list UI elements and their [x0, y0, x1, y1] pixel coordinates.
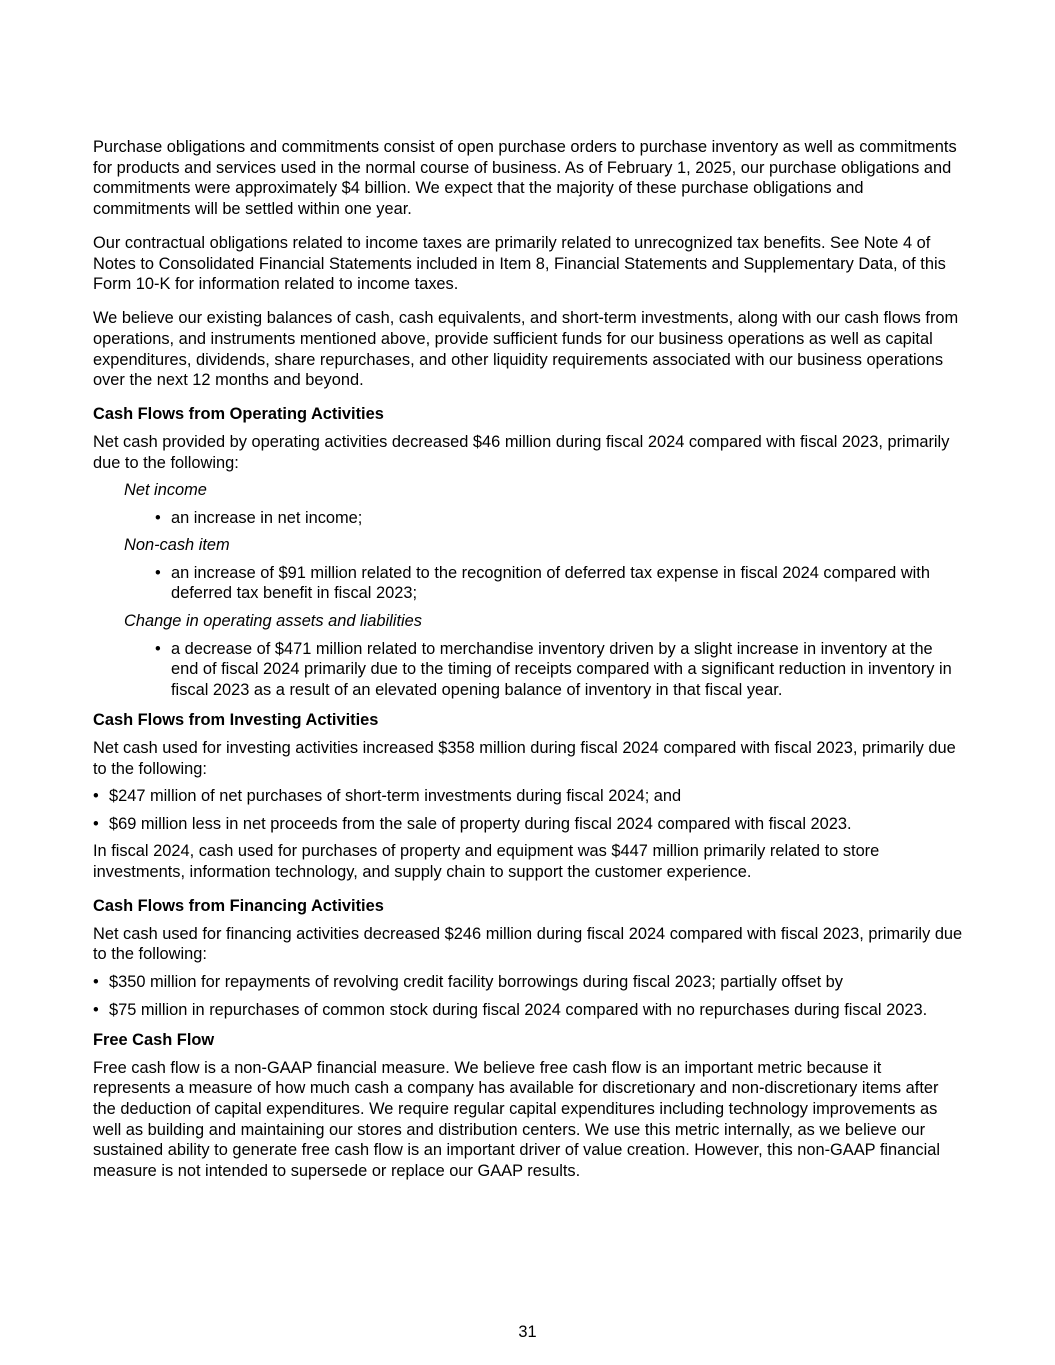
financing-activities-intro: Net cash used for financing activities decreased $246 million during fiscal 2024 compared with fiscal 2023, primarily due to the following:	[93, 924, 963, 964]
list-item: • $350 million for repayments of revolving credit facility borrowings during fiscal 2023; partially offset by	[93, 972, 963, 993]
list-item: • $75 million in repurchases of common stock during fiscal 2024 compared with no repurchases during fiscal 2023.	[93, 1000, 963, 1021]
list-item: • $69 million less in net proceeds from the sale of property during fiscal 2024 compared with fiscal 2023.	[93, 814, 963, 835]
change-in-operating-assets-list	[93, 639, 963, 701]
list-item: • a decrease of $471 million related to merchandise inventory driven by a slight increase in inventory at the end of fiscal 2024 primarily due to the timing of receipts compared with a significant reduction in inventory in fiscal 2023 as a result of an elevated opening balance of inventory in that fiscal year.	[155, 639, 963, 701]
list-item: • $247 million of net purchases of short-term investments during fiscal 2024; and	[93, 786, 963, 807]
net-income-list	[93, 508, 963, 529]
financing-activities-heading: Cash Flows from Financing Activities	[93, 897, 384, 916]
operating-activities-heading: Cash Flows from Operating Activities	[93, 405, 384, 424]
page-content	[93, 137, 963, 1195]
free-cash-flow-heading: Free Cash Flow	[93, 1031, 215, 1050]
operating-activities-intro: Net cash provided by operating activities decreased $46 million during fiscal 2024 compared with fiscal 2023, primarily due to the following:	[93, 432, 950, 472]
financing-activities-list	[93, 972, 963, 1020]
change-in-operating-assets-label: Change in operating assets and liabilities	[124, 612, 422, 631]
non-cash-item-label: Non-cash item	[124, 536, 230, 555]
non-cash-item-list	[93, 563, 963, 604]
liquidity-paragraph: We believe our existing balances of cash, cash equivalents, and short-term investments, along with our cash flows from operations, and instruments mentioned above, provide sufficient funds for our business operations as well as capital expenditures, dividends, share repurchases, and other liquidity requirements associated with our business operations over the next 12 months and beyond.	[93, 309, 959, 390]
list-item: • an increase in net income;	[155, 508, 963, 529]
income-taxes-paragraph: Our contractual obligations related to income taxes are primarily related to unrecognized tax benefits. See Note 4 of Notes to Consolidated Financial Statements included in Item 8, Financial Statements and Supplementary Data, of this Form 10-K for information related to income taxes.	[93, 233, 946, 294]
investing-activities-heading: Cash Flows from Investing Activities	[93, 711, 379, 730]
capex-paragraph: In fiscal 2024, cash used for purchases of property and equipment was $447 million primarily related to store investments, information technology, and supply chain to support the customer experience.	[93, 842, 880, 881]
investing-activities-list	[93, 786, 963, 834]
investing-activities-intro: Net cash used for investing activities increased $358 million during fiscal 2024 compared with fiscal 2023, primarily due to the following:	[93, 739, 956, 778]
list-item: • an increase of $91 million related to the recognition of deferred tax expense in fiscal 2024 compared with deferred tax benefit in fiscal 2023;	[155, 563, 963, 604]
purchase-obligations-paragraph: Purchase obligations and commitments consist of open purchase orders to purchase inventory as well as commitments for products and services used in the normal course of business. As of February 1, 2025, our purchase obligations and commitments were approximately $4 billion. We expect that the majority of these purchase obligations and commitments will be settled within one year.	[93, 138, 957, 218]
page-number: 31	[518, 1323, 537, 1341]
net-income-label: Net income	[124, 481, 207, 500]
free-cash-flow-paragraph: Free cash flow is a non-GAAP financial measure. We believe free cash flow is an important metric because it represents a measure of how much cash a company has available for discretionary and non-discretionary items after the deduction of capital expenditures. We require regular capital expenditures including technology improvements as well as building and maintaining our stores and distribution centers. We use this metric internally, as we believe our sustained ability to generate free cash flow is an important driver of value creation. However, this non-GAAP financial measure is not intended to supersede or replace our GAAP results.	[93, 1058, 940, 1180]
